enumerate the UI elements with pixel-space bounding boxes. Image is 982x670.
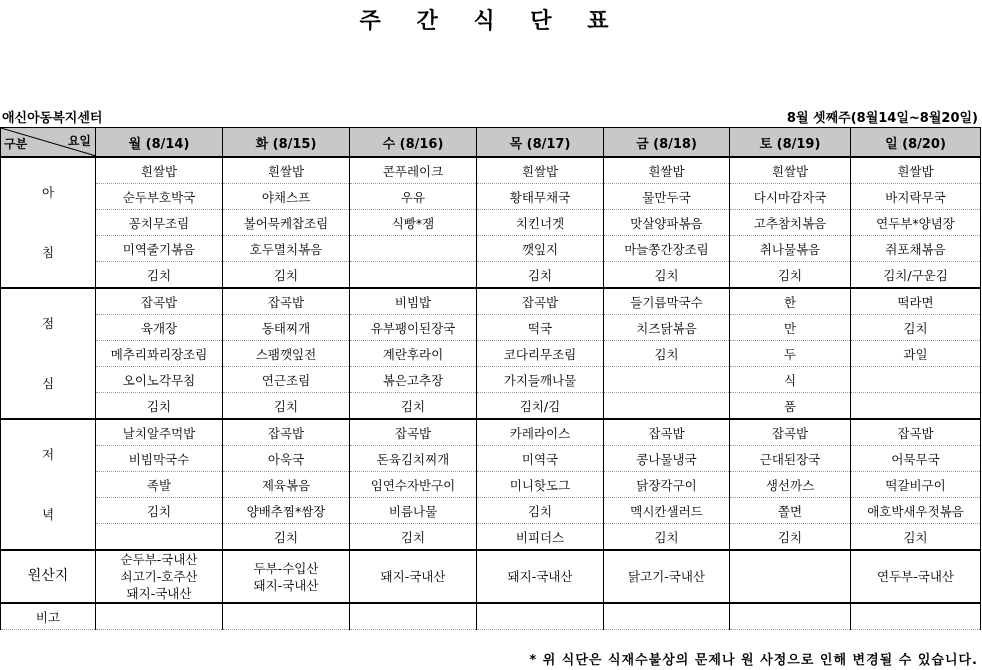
menu-item: 카레라이스 xyxy=(477,419,604,446)
origin-cell: 닭고기-국내산 xyxy=(604,550,730,603)
menu-item xyxy=(96,524,223,551)
footnote: * 위 식단은 식재수불상의 문제나 원 사정으로 인해 변경될 수 있습니다. xyxy=(529,653,978,668)
menu-item: 임연수자반구이 xyxy=(350,472,477,498)
header-row xyxy=(1,128,981,158)
menu-row xyxy=(1,367,981,393)
menu-item: 들기름막국수 xyxy=(604,288,730,315)
menu-item xyxy=(851,393,981,420)
remarks-cell xyxy=(223,603,350,630)
menu-item: 김치 xyxy=(96,262,223,289)
menu-item: 가지들깨나물 xyxy=(477,367,604,393)
day-header: 수 (8/16) xyxy=(350,128,477,158)
menu-row xyxy=(1,184,981,210)
menu-item: 김치 xyxy=(223,262,350,289)
origin-cell: 연두부-국내산 xyxy=(851,550,981,603)
menu-row xyxy=(1,393,981,420)
menu-item: 스팸깻잎전 xyxy=(223,341,350,367)
remarks-cell xyxy=(730,603,851,630)
menu-item: 잡곡밥 xyxy=(730,419,851,446)
menu-row xyxy=(1,524,981,551)
menu-item: 흰쌀밥 xyxy=(223,157,350,184)
menu-item: 쫄면 xyxy=(730,498,851,524)
menu-item: 떡라면 xyxy=(851,288,981,315)
menu-item: 쥐포채볶음 xyxy=(851,236,981,262)
menu-item: 김치 xyxy=(604,262,730,289)
menu-row xyxy=(1,236,981,262)
menu-item: 김치 xyxy=(96,498,223,524)
menu-item: 김치/김 xyxy=(477,393,604,420)
remarks-cell xyxy=(350,603,477,630)
menu-item: 연두부*양념장 xyxy=(851,210,981,236)
menu-item: 잡곡밥 xyxy=(477,288,604,315)
menu-item: 고추참치볶음 xyxy=(730,210,851,236)
menu-row xyxy=(1,472,981,498)
remarks-cell xyxy=(477,603,604,630)
origin-cell xyxy=(730,550,851,603)
menu-item: 김치 xyxy=(223,524,350,551)
menu-item: 치킨너겟 xyxy=(477,210,604,236)
menu-item: 김치 xyxy=(604,341,730,367)
menu-item: 멕시칸샐러드 xyxy=(604,498,730,524)
meal-label-bottom: 녁 xyxy=(41,506,55,522)
menu-item: 제육볶음 xyxy=(223,472,350,498)
menu-item: 만 xyxy=(730,315,851,341)
menu-item: 미역줄기볶음 xyxy=(96,236,223,262)
menu-item xyxy=(604,393,730,420)
menu-item: 과일 xyxy=(851,341,981,367)
menu-item xyxy=(350,262,477,289)
menu-item: 잡곡밥 xyxy=(350,419,477,446)
menu-row xyxy=(1,341,981,367)
origin-label: 원산지 xyxy=(1,550,96,603)
meal-label-bottom: 심 xyxy=(41,375,55,391)
menu-item: 흰쌀밥 xyxy=(96,157,223,184)
remarks-cell xyxy=(96,603,223,630)
corner-label-day: 요일 xyxy=(67,134,91,148)
remarks-cell xyxy=(604,603,730,630)
menu-item: 식빵*잼 xyxy=(350,210,477,236)
day-header: 목 (8/17) xyxy=(477,128,604,158)
meal-label xyxy=(1,419,96,550)
menu-item: 잡곡밥 xyxy=(223,288,350,315)
menu-item: 김치 xyxy=(730,262,851,289)
meal-label-top: 아 xyxy=(41,184,55,200)
meal-label-bottom: 침 xyxy=(41,244,55,260)
menu-item: 족발 xyxy=(96,472,223,498)
origin-cell: 두부-수입산 돼지-국내산 xyxy=(223,550,350,603)
menu-item: 잡곡밥 xyxy=(96,288,223,315)
menu-row xyxy=(1,262,981,289)
menu-item: 마늘쫑간장조림 xyxy=(604,236,730,262)
menu-item: 호두멸치볶음 xyxy=(223,236,350,262)
menu-item: 바지락무국 xyxy=(851,184,981,210)
menu-item: 비빔막국수 xyxy=(96,446,223,472)
menu-item: 깻잎지 xyxy=(477,236,604,262)
menu-item: 김치 xyxy=(477,498,604,524)
remarks-row xyxy=(1,603,981,630)
menu-item: 콩나물냉국 xyxy=(604,446,730,472)
menu-item: 흰쌀밥 xyxy=(604,157,730,184)
menu-row xyxy=(1,157,981,184)
menu-item: 미니핫도그 xyxy=(477,472,604,498)
menu-item: 비피더스 xyxy=(477,524,604,551)
menu-item: 잡곡밥 xyxy=(851,419,981,446)
menu-item: 동태찌개 xyxy=(223,315,350,341)
menu-item xyxy=(350,236,477,262)
menu-item: 어묵무국 xyxy=(851,446,981,472)
menu-item: 연근조림 xyxy=(223,367,350,393)
meal-label xyxy=(1,288,96,419)
menu-item: 꽁치무조림 xyxy=(96,210,223,236)
origin-row xyxy=(1,550,981,603)
menu-item: 순두부호박국 xyxy=(96,184,223,210)
menu-item: 야채스프 xyxy=(223,184,350,210)
menu-item: 볶은고추장 xyxy=(350,367,477,393)
menu-item: 콘푸레이크 xyxy=(350,157,477,184)
menu-item: 육개장 xyxy=(96,315,223,341)
origin-cell: 돼지-국내산 xyxy=(477,550,604,603)
menu-item: 아욱국 xyxy=(223,446,350,472)
remarks-cell xyxy=(851,603,981,630)
menu-item: 김치 xyxy=(730,524,851,551)
day-header: 금 (8/18) xyxy=(604,128,730,158)
meal-label-top: 저 xyxy=(41,446,55,462)
menu-item: 생선까스 xyxy=(730,472,851,498)
menu-item xyxy=(604,367,730,393)
menu-item: 볼어묵케찹조림 xyxy=(223,210,350,236)
menu-item: 식 xyxy=(730,367,851,393)
menu-item: 김치 xyxy=(223,393,350,420)
menu-item xyxy=(851,367,981,393)
menu-item: 물만두국 xyxy=(604,184,730,210)
menu-row xyxy=(1,446,981,472)
menu-row xyxy=(1,210,981,236)
menu-item: 두 xyxy=(730,341,851,367)
menu-item: 코다리무조림 xyxy=(477,341,604,367)
week-range: 8월 셋째주(8월14일~8월20일) xyxy=(786,111,978,126)
menu-item: 김치 xyxy=(350,393,477,420)
menu-item: 황태무채국 xyxy=(477,184,604,210)
menu-item: 날치알주먹밥 xyxy=(96,419,223,446)
menu-item: 품 xyxy=(730,393,851,420)
menu-item: 김치 xyxy=(851,315,981,341)
menu-row xyxy=(1,419,981,446)
menu-row xyxy=(1,288,981,315)
menu-item: 비름나물 xyxy=(350,498,477,524)
menu-item: 김치 xyxy=(96,393,223,420)
menu-item: 잡곡밥 xyxy=(223,419,350,446)
origin-cell: 돼지-국내산 xyxy=(350,550,477,603)
menu-item: 김치 xyxy=(350,524,477,551)
menu-item: 김치/구운김 xyxy=(851,262,981,289)
menu-item: 김치 xyxy=(851,524,981,551)
day-header: 월 (8/14) xyxy=(96,128,223,158)
menu-item: 양배추찜*쌈장 xyxy=(223,498,350,524)
menu-item: 한 xyxy=(730,288,851,315)
remarks-label: 비고 xyxy=(1,603,96,630)
menu-item: 오이노각무침 xyxy=(96,367,223,393)
menu-item: 잡곡밥 xyxy=(604,419,730,446)
menu-item: 흰쌀밥 xyxy=(851,157,981,184)
day-header: 화 (8/15) xyxy=(223,128,350,158)
weekly-menu-table xyxy=(0,127,981,630)
page-title: 주 간 식 단 표 xyxy=(359,9,623,34)
menu-item: 김치 xyxy=(477,262,604,289)
menu-item: 애호박새우젓볶음 xyxy=(851,498,981,524)
menu-item: 닭장각구이 xyxy=(604,472,730,498)
menu-item: 취나물볶음 xyxy=(730,236,851,262)
corner-label-category: 구분 xyxy=(4,137,28,151)
menu-item: 맛살양파볶음 xyxy=(604,210,730,236)
menu-item: 치즈닭볶음 xyxy=(604,315,730,341)
organization-name: 애신아동복지센터 xyxy=(2,111,103,126)
menu-item: 미역국 xyxy=(477,446,604,472)
menu-item: 메추리꽈리장조림 xyxy=(96,341,223,367)
menu-item: 유부팽이된장국 xyxy=(350,315,477,341)
menu-item: 계란후라이 xyxy=(350,341,477,367)
menu-item: 비빔밥 xyxy=(350,288,477,315)
menu-item: 흰쌀밥 xyxy=(730,157,851,184)
corner-cell xyxy=(1,128,96,158)
origin-cell: 순두부-국내산 쇠고기-호주산 돼지-국내산 xyxy=(96,550,223,603)
menu-item: 다시마감자국 xyxy=(730,184,851,210)
menu-item: 떡국 xyxy=(477,315,604,341)
menu-item: 근대된장국 xyxy=(730,446,851,472)
menu-item: 김치 xyxy=(604,524,730,551)
menu-item: 흰쌀밥 xyxy=(477,157,604,184)
menu-row xyxy=(1,315,981,341)
menu-item: 돈육김치찌개 xyxy=(350,446,477,472)
menu-item: 떡갈비구이 xyxy=(851,472,981,498)
meal-label-top: 점 xyxy=(41,315,55,331)
day-header: 일 (8/20) xyxy=(851,128,981,158)
menu-row xyxy=(1,498,981,524)
day-header: 토 (8/19) xyxy=(730,128,851,158)
meal-label xyxy=(1,157,96,288)
menu-item: 우유 xyxy=(350,184,477,210)
